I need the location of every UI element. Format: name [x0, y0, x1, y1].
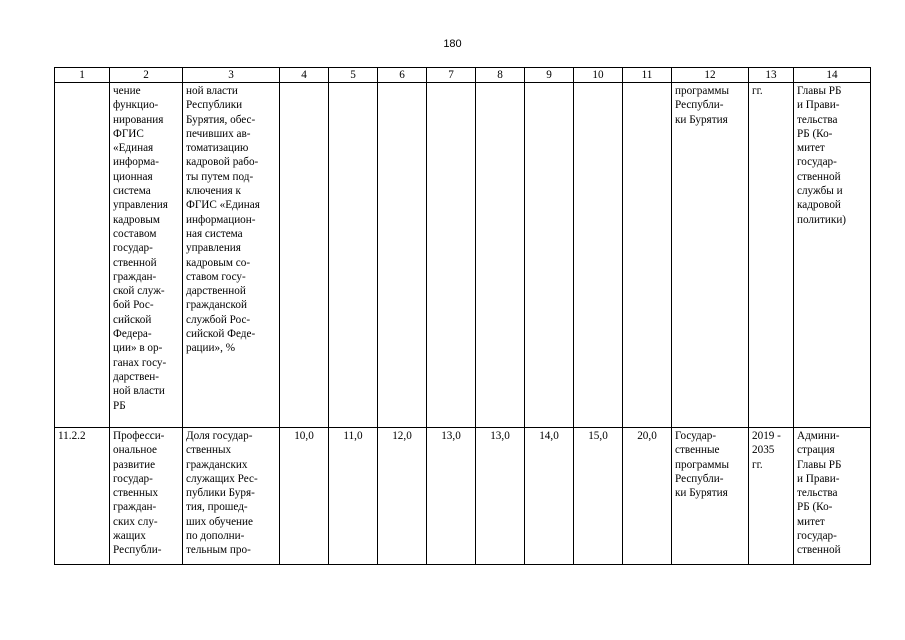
column-number-8: 8	[476, 68, 525, 83]
cell-value: 15,0	[574, 428, 623, 565]
column-number-11: 11	[623, 68, 672, 83]
cell-responsible: Админи- страция Главы РБ и Прави- тельства РБ (Ко- митет государ- ственной	[794, 428, 871, 565]
column-number-6: 6	[378, 68, 427, 83]
cell-value: 13,0	[427, 428, 476, 565]
cell-period: гг.	[749, 83, 794, 428]
cell-indicator: Доля государ- ственных гражданских служащих Рес- публики Буря- тия, прошед- ших обучение по дополни- тельным про-	[183, 428, 280, 565]
cell-value	[525, 83, 574, 428]
cell-responsible: Главы РБ и Прави- тельства РБ (Ко- митет государ- ственной службы и кадровой политики)	[794, 83, 871, 428]
cell-source: программы Республи- ки Бурятия	[672, 83, 749, 428]
table-row	[55, 428, 871, 565]
cell-value: 10,0	[280, 428, 329, 565]
cell-item-number	[55, 83, 110, 428]
column-number-9: 9	[525, 68, 574, 83]
column-number-14: 14	[794, 68, 871, 83]
column-number-2: 2	[110, 68, 183, 83]
cell-value: 12,0	[378, 428, 427, 565]
column-number-12: 12	[672, 68, 749, 83]
column-number-5: 5	[329, 68, 378, 83]
cell-value	[574, 83, 623, 428]
cell-value	[280, 83, 329, 428]
column-number-10: 10	[574, 68, 623, 83]
cell-value	[427, 83, 476, 428]
cell-value	[329, 83, 378, 428]
cell-value	[476, 83, 525, 428]
column-number-3: 3	[183, 68, 280, 83]
column-number-13: 13	[749, 68, 794, 83]
cell-indicator: ной власти Республики Бурятия, обес- печивших ав- томатизацию кадровой рабо- ты путем под- ключения к ФГИС «Единая информацион- ная система управления кадровым со- ставом госу- дарственной гражданской службой Рос- сийской Феде- рации», %	[183, 83, 280, 428]
column-number-1: 1	[55, 68, 110, 83]
cell-value: 20,0	[623, 428, 672, 565]
cell-event-name: Професси- ональное развитие государ- ственных граждан- ских слу- жащих Республи-	[110, 428, 183, 565]
cell-event-name: чение функцио- нирования ФГИС «Единая информа- ционная система управления кадровым составом государ- ственной граждан- ской служ- бой Рос- сийской Федера- ции» в ор- ганах госу- дарствен- ной власти РБ	[110, 83, 183, 428]
table-header-row	[55, 68, 871, 83]
cell-source: Государ- ственные программы Республи- ки Бурятия	[672, 428, 749, 565]
column-number-4: 4	[280, 68, 329, 83]
cell-period: 2019 - 2035 гг.	[749, 428, 794, 565]
cell-value: 13,0	[476, 428, 525, 565]
page-number: 180	[443, 38, 462, 50]
table-row	[55, 83, 871, 428]
cell-value: 11,0	[329, 428, 378, 565]
program-table	[54, 67, 871, 565]
cell-value	[378, 83, 427, 428]
cell-value	[623, 83, 672, 428]
column-number-7: 7	[427, 68, 476, 83]
cell-value: 14,0	[525, 428, 574, 565]
cell-item-number: 11.2.2	[55, 428, 110, 565]
